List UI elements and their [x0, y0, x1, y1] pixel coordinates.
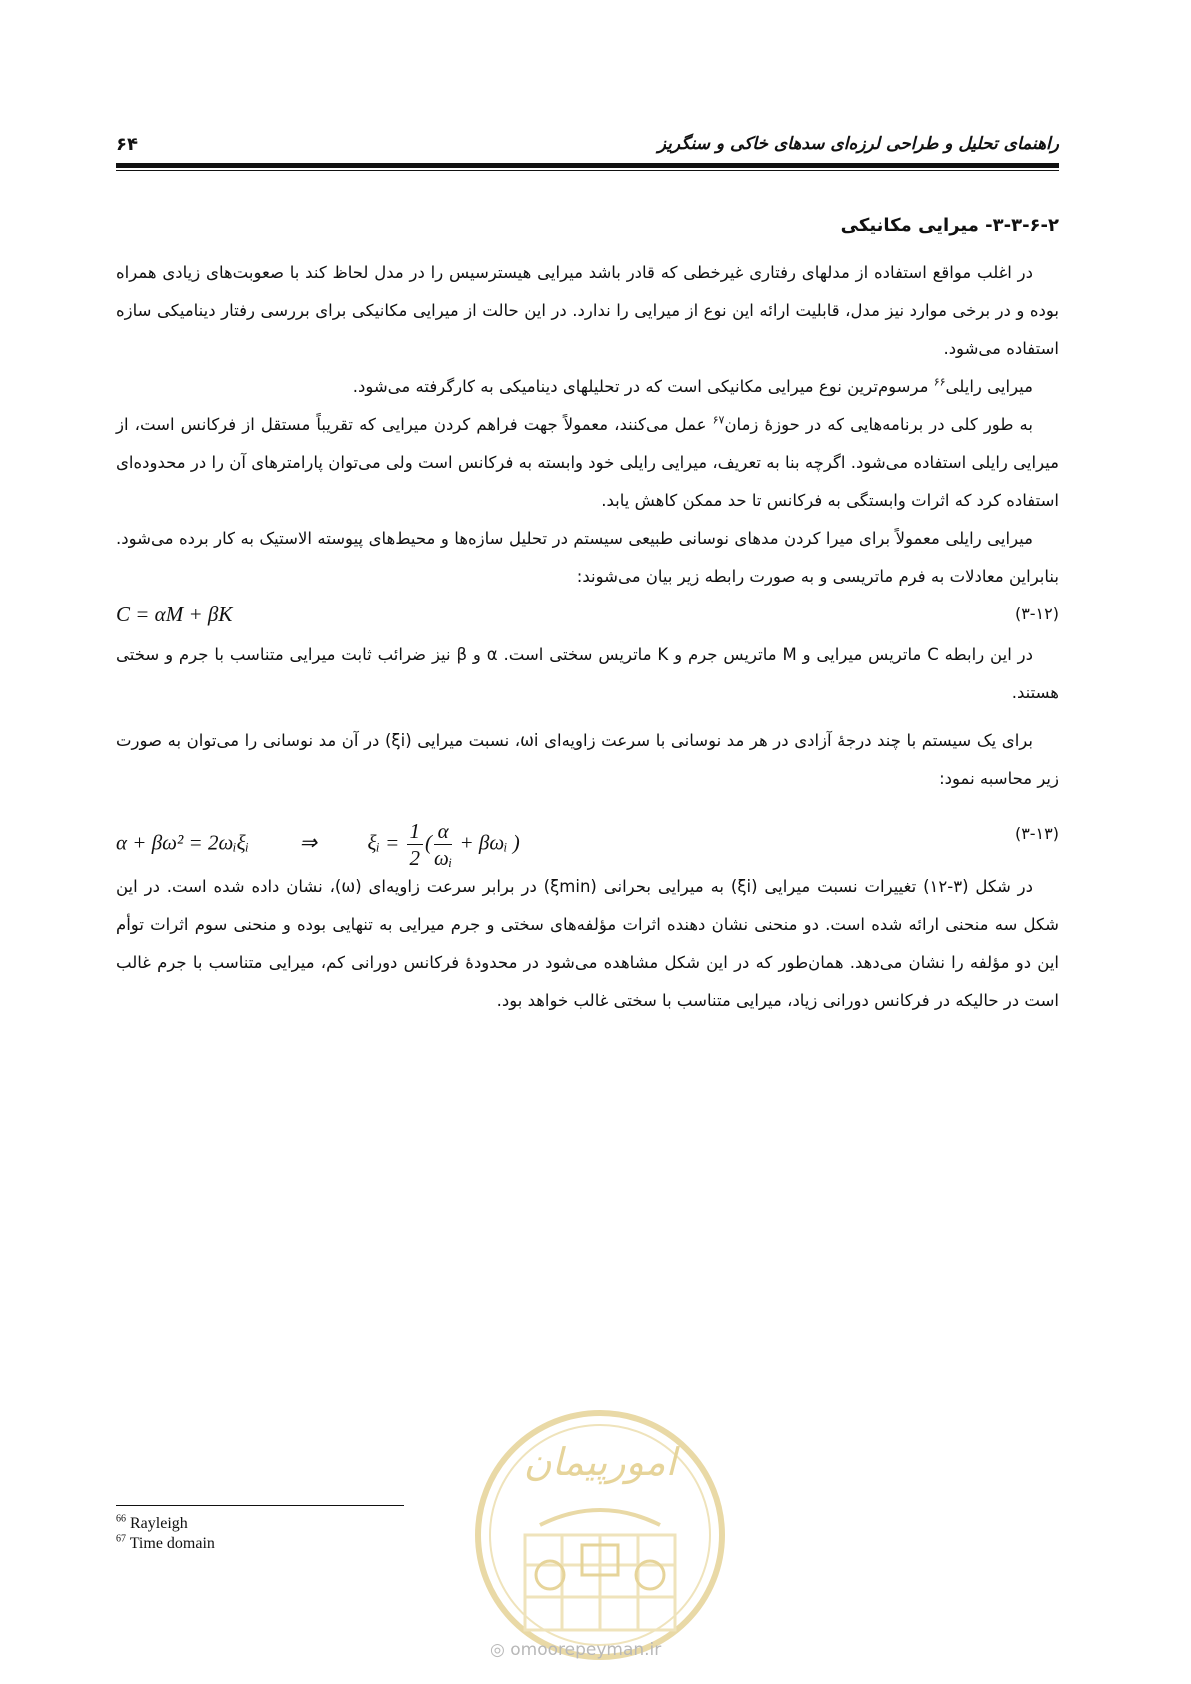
footnote-67: $^{67}$ Time domain — [116, 1533, 215, 1552]
paragraph-4: میرایی رایلی معمولاً برای میرا کردن مدهای نوسانی طبیعی سیستم در تحلیل سازه‌ها و محیط‌های پیوسته الاستیک به کار برده می‌شود. بنابراین معادلات به فرم ماتریسی و به صورت رابطه زیر بیان می‌شوند: — [116, 529, 1059, 586]
equation-13-fraction-alpha-omega: $\frac{\alpha}{\text{ωᵢ}}$ — [434, 819, 453, 870]
paragraph-5: در این رابطه C ماتریس میرایی و M ماتریس جرم و K ماتریس سختی است. α و β نیز ضرائب ثابت میرایی متناسب با جرم و سختی هستند. — [116, 645, 1059, 702]
equation-13-expression — [116, 818, 520, 871]
footnote-66: $^{66}$ Rayleigh — [116, 1513, 188, 1532]
paragraph-1: در اغلب مواقع استفاده از مدلهای رفتاری غیرخطی که قادر باشد میرایی هیسترسیس را در مدل لحاظ کند با صعوبت‌های زیادی همراه بوده و در برخی موارد نیز مدل، قابلیت ارائه این نوع از میرایی را ندارد. در این حالت از میرایی مکانیکی برای بررسی رفتار دینامیکی سازه استفاده می‌شود. — [116, 263, 1059, 358]
equation-13-left: α + βω² = 2ωᵢξᵢ — [116, 830, 249, 855]
equation-12-number: (۳-۱۲) — [1014, 604, 1059, 623]
paragraph-2-text-b: مرسوم‌ترین نوع میرایی مکانیکی است که در تحلیلهای دینامیکی به کارگرفته می‌شود. — [352, 377, 934, 396]
watermark-site: ◎ omoorepeyman.ir — [490, 1640, 662, 1660]
equation-13-number: (۳-۱۳) — [1014, 824, 1059, 843]
header-rule-thin — [116, 170, 1059, 171]
paragraph-2-text-a: میرایی رایلی — [945, 377, 1033, 396]
page-content — [116, 215, 1059, 1020]
running-title: راهنمای تحلیل و طراحی لرزه‌ای سدهای خاکی و سنگریز — [657, 134, 1059, 154]
equation-13-arrow: ⇒ — [299, 830, 318, 855]
footnotes — [116, 1514, 215, 1554]
footnote-ref-67: ۶۷ — [712, 413, 725, 427]
equation-13-fraction-half: $\frac{1}{2}$ — [407, 818, 424, 871]
section-heading: ۳-۳-۶-۲- میرایی مکانیکی — [840, 215, 1059, 236]
equation-12-expression: C = αM + βK — [116, 602, 233, 626]
paragraph-3 — [116, 406, 1059, 520]
paragraph-3-text-b: عمل می‌کنند، معمولاً جهت فراهم کردن میرایی که تقریباً مستقل از فرکانس است، از میرایی رایلی استفاده می‌شود. اگرچه بنا به تعریف، میرایی رایلی خود وابسته به فرکانس است ولی می‌توان پارامترهای آن را در محدوده‌ای استفاده کرد که اثرات وابستگی به فرکانس تا حد ممکن کاهش یابد. — [116, 415, 1059, 510]
paragraph-6: برای یک سیستم با چند درجهٔ آزادی در هر مد نوسانی با سرعت زاویه‌ای ωi، نسبت میرایی (ξi) در آن مد نوسانی را می‌توان به صورت زیر محاسبه نمود: — [116, 731, 1059, 788]
footnote-rule — [116, 1505, 404, 1506]
equation-13 — [116, 798, 1059, 868]
header-rule-thick — [116, 163, 1059, 168]
page-number: ۶۴ — [116, 134, 138, 155]
equation-13-open-paren: ( — [425, 830, 433, 855]
equation-13-lhs: ξᵢ = — [367, 830, 400, 855]
paragraph-2 — [116, 368, 1059, 406]
page-header — [116, 126, 1059, 166]
paragraph-7: در شکل (۳-۱۲) تغییرات نسبت میرایی (ξi) به میرایی بحرانی (ξmin) در برابر سرعت زاویه‌ای (ω)، نشان داده شده است. در این شکل سه منحنی ارائه شده است. دو منحنی نشان دهنده اثرات مؤلفه‌های سختی و جرم میرایی به تنهایی بوده و منحنی سوم اثرات توأم این دو مؤلفه را نشان می‌دهد. همان‌طور که در این شکل مشاهده می‌شود در محدودهٔ فرکانس دورانی کم، میرایی متناسب با جرم غالب است در حالیکه در فرکانس دورانی زیاد، میرایی متناسب با سختی غالب خواهد بود. — [116, 877, 1059, 1010]
equation-12 — [116, 596, 1059, 636]
footnote-ref-66: ۶۶ — [933, 375, 946, 389]
watermark-logo-lettering: امورپیمان — [523, 1440, 677, 1484]
watermark-logo — [470, 1405, 730, 1670]
equation-13-tail: + βωᵢ ) — [459, 830, 520, 855]
paragraph-3-text-a: به طور کلی در برنامه‌هایی که در حوزهٔ زمان — [724, 415, 1033, 434]
